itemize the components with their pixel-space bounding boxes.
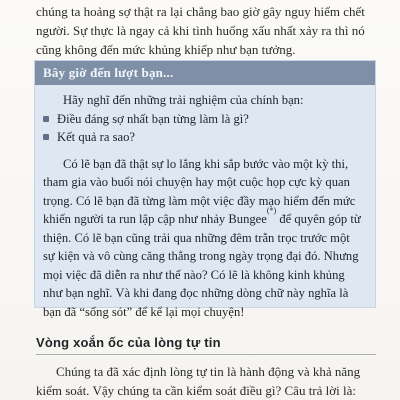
section-body-line-1: Chúng ta đã xác định lòng tự tin là hành động và khả năng [56,364,361,379]
callout-paragraph-line-4 [43,205,369,229]
section-body-line-2: kiểm soát. Vậy chúng ta cần kiểm soát điều gì? Câu trả lời là: [36,383,356,398]
callout-bullet-text-1: Điều đáng sợ nhất bạn từng làm là gì? [57,111,249,126]
callout-paragraph-line-4-post: để quyên góp từ [276,212,361,226]
callout-title: Bây giờ đến lượt bạn... [35,61,375,85]
intro-line-3: cũng không đến mức khủng khiếp như bạn tưởng. [36,42,296,57]
callout-paragraph-line-3: trọng. Có lẽ bạn đã từng làm một việc đầy mạo hiểm đến mức [43,193,356,208]
square-bullet-icon [43,134,49,140]
intro-line-2: người. Sự thực là ngay cả khi tình huống xấu nhất xảy ra thì nó [36,23,365,38]
callout-content [43,91,369,321]
intro-text [36,2,376,59]
section-divider [36,354,376,355]
square-bullet-icon [43,116,49,122]
callout-paragraph-line-7: mọi việc đã diễn ra như thế nào? Có lẽ là không kinh khủng [43,267,345,282]
callout-box [34,60,376,319]
callout-bullet-1 [43,110,369,129]
callout-paragraph-line-5: thiện. Có lẽ bạn cũng trải qua những đêm trằn trọc trước một [43,230,350,245]
callout-paragraph-line-4-pre: khiến người ta run lập cập như nhảy Bungee [43,212,267,226]
callout-spacer [43,147,369,155]
section-body [36,362,376,400]
callout-prompt: Hãy nghĩ đến những trải nghiệm của chính bạn: [63,93,304,107]
callout-paragraph-line-6: sự kiện và vô cùng căng thẳng trong ngày trọng đại đó. Nhưng [43,249,359,263]
callout-bullet-text-2: Kết quả ra sao? [57,130,135,144]
callout-paragraph-line-2: tham gia vào buổi nói chuyện hay một cuộc họp cực kỳ quan [43,175,350,189]
footnote-marker: (*) [266,205,277,215]
callout-paragraph-line-1: Có lẽ bạn đã thật sự lo lắng khi sắp bước vào một kỳ thi, [63,156,349,171]
intro-line-1: chúng ta hoảng sợ thật ra lại chẳng bao giờ gây nguy hiểm chết [36,4,365,19]
callout-bullet-2 [43,128,369,147]
callout-paragraph-line-8: như bạn nghĩ. Và khi đang đọc những dòng chữ này nghĩa là [43,286,349,300]
callout-paragraph-line-9: bạn đã “sống sót” để kể lại mọi chuyện! [43,304,245,319]
section-title: Vòng xoắn ốc của lòng tự tin [36,335,221,350]
